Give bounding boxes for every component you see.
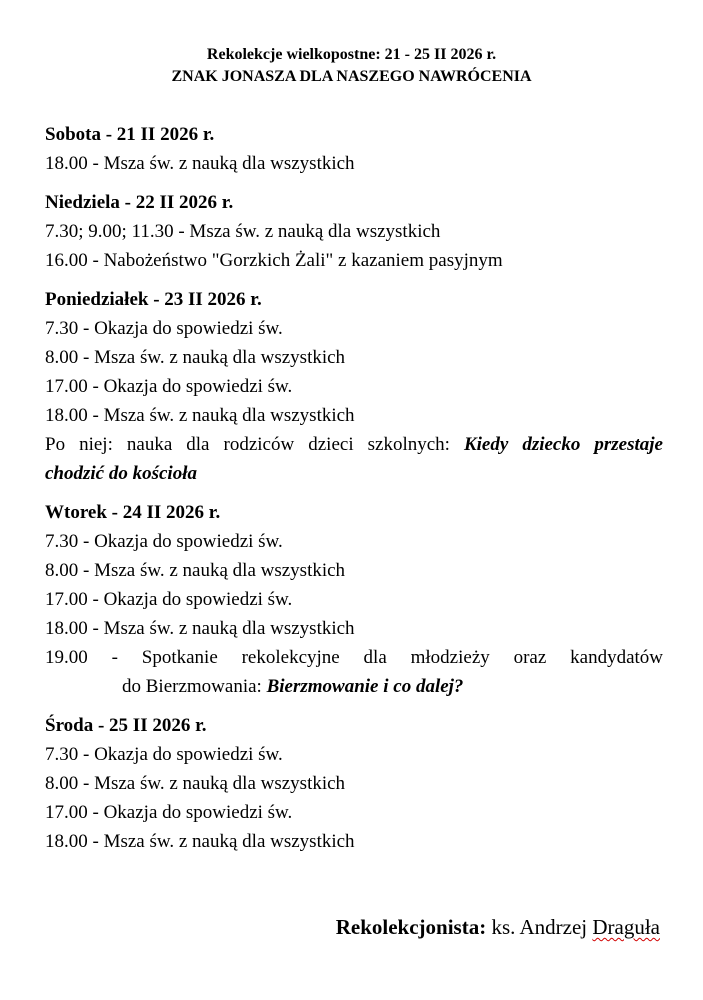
signature-label: Rekolekcjonista: — [335, 915, 487, 939]
header-line-1: Rekolekcje wielkopostne: 21 - 25 II 2026 r. — [206, 46, 497, 63]
schedule-entry: 16.00 - Nabożeństwo "Gorzkich Żali" z kazaniem pasyjnym — [45, 250, 503, 271]
schedule-entry-parent-talk — [45, 430, 663, 459]
talk-title: Bierzmowanie i co dalej? — [266, 676, 464, 697]
day-title: Sobota - 21 II 2026 r. — [45, 124, 215, 145]
schedule-entry: 8.00 - Msza św. z nauką dla wszystkich — [45, 560, 346, 581]
schedule-entry: 17.00 - Okazja do spowiedzi św. — [45, 589, 293, 610]
signature-name — [491, 915, 660, 939]
schedule-entry: 17.00 - Okazja do spowiedzi św. — [45, 802, 293, 823]
talk-title-part-1: Kiedy dziecko przestaje — [463, 434, 663, 455]
talk-title-part-2: chodzić do kościoła — [45, 463, 197, 484]
schedule-entry: 18.00 - Msza św. z nauką dla wszystkich — [45, 153, 355, 174]
schedule-entry: 18.00 - Msza św. z nauką dla wszystkich — [45, 831, 355, 852]
schedule-entry: 7.30; 9.00; 11.30 - Msza św. z nauką dla wszystkich — [45, 221, 441, 242]
schedule-entry: 18.00 - Msza św. z nauką dla wszystkich — [45, 405, 355, 426]
entry-text: Po niej: nauka dla rodziców dzieci szkolnych: — [45, 434, 464, 455]
day-saturday — [45, 120, 663, 178]
schedule-entry: 8.00 - Msza św. z nauką dla wszystkich — [45, 773, 346, 794]
schedule-entry-youth-meeting-cont — [45, 672, 663, 701]
document-header — [0, 44, 703, 88]
signature-name-first: ks. Andrzej — [491, 915, 593, 939]
schedule-entry: 17.00 - Okazja do spowiedzi św. — [45, 376, 293, 397]
day-title: Niedziela - 22 II 2026 r. — [45, 192, 234, 213]
day-sunday — [45, 188, 663, 275]
schedule-entry: 7.30 - Okazja do spowiedzi św. — [45, 318, 283, 339]
day-title: Środa - 25 II 2026 r. — [45, 715, 207, 736]
day-title: Wtorek - 24 II 2026 r. — [45, 502, 221, 523]
day-tuesday — [45, 498, 663, 701]
schedule-entry: 7.30 - Okazja do spowiedzi św. — [45, 744, 283, 765]
schedule-entry: 18.00 - Msza św. z nauką dla wszystkich — [45, 618, 355, 639]
schedule-entry: 8.00 - Msza św. z nauką dla wszystkich — [45, 347, 346, 368]
day-title: Poniedziałek - 23 II 2026 r. — [45, 289, 262, 310]
schedule-entry-youth-meeting: 19.00 - Spotkanie rekolekcyjne dla młodzieży oraz kandydatów — [45, 647, 663, 668]
signature — [336, 913, 660, 941]
header-line-2: ZNAK JONASZA DLA NASZEGO NAWRÓCENIA — [171, 68, 532, 85]
signature-surname-spellcheck: Draguła — [592, 915, 660, 939]
entry-text: do Bierzmowania: — [122, 676, 267, 697]
day-monday — [45, 285, 663, 488]
schedule-entry: 7.30 - Okazja do spowiedzi św. — [45, 531, 283, 552]
day-wednesday — [45, 711, 663, 856]
schedule — [45, 120, 663, 866]
